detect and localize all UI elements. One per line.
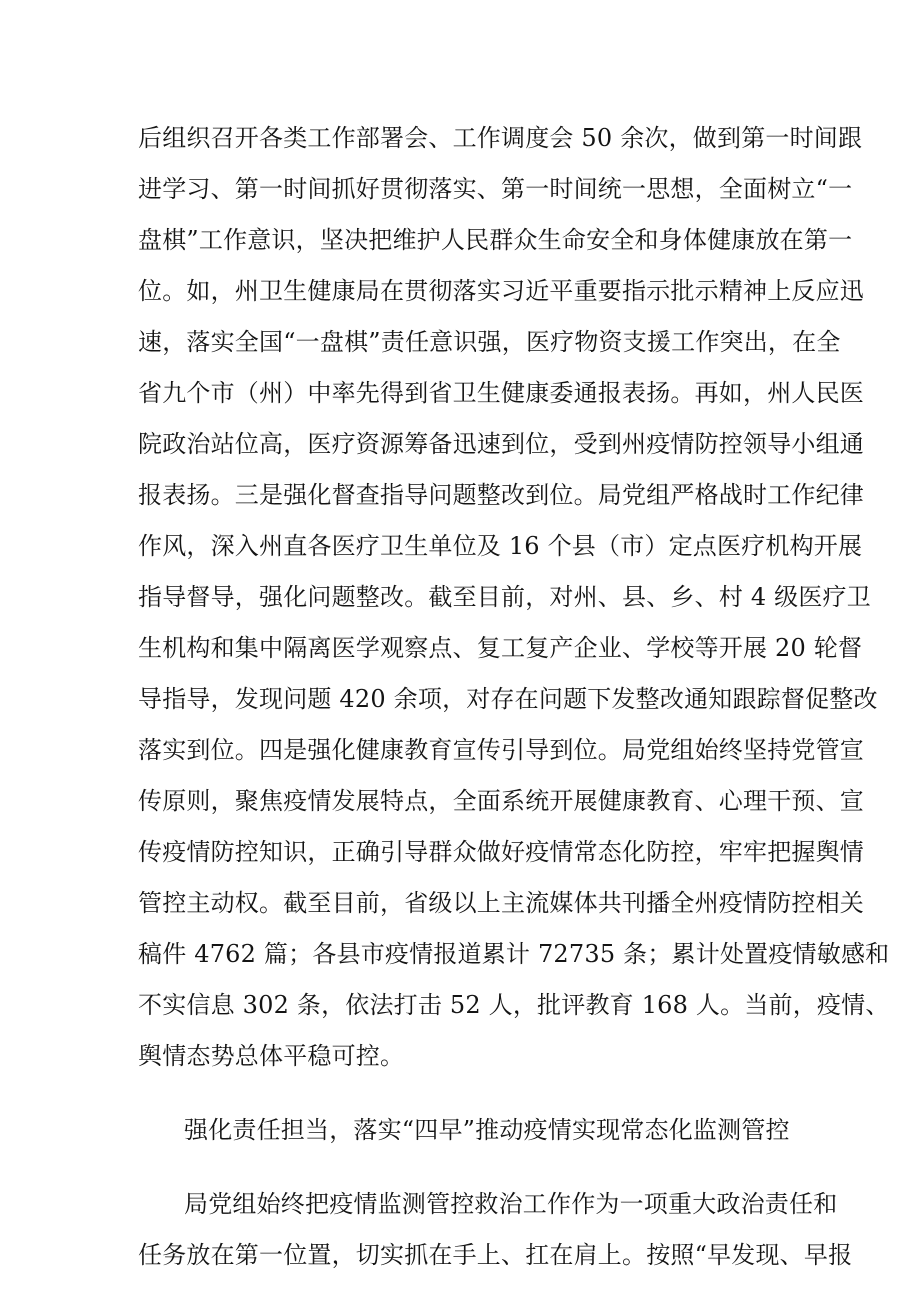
paragraph-line: 传原则，聚焦疫情发展特点，全面系统开展健康教育、心理干预、宣: [138, 787, 864, 815]
section-heading: 强化责任担当，落实“四早”推动疫情实现常态化监测管控: [184, 1116, 790, 1144]
paragraph-line: 落实到位。四是强化健康教育宣传引导到位。局党组始终坚持党管宣: [138, 736, 864, 764]
paragraph-line: 生机构和集中隔离医学观察点、复工复产企业、学校等开展 20 轮督: [138, 634, 863, 662]
paragraph-line: 院政治站位高，医疗资源筹备迅速到位，受到州疫情防控领导小组通: [138, 430, 864, 458]
paragraph-line: 舆情态势总体平稳可控。: [138, 1042, 405, 1070]
paragraph-line: 省九个市（州）中率先得到省卫生健康委通报表扬。再如，州人民医: [138, 379, 864, 407]
paragraph-line: 进学习、第一时间抓好贯彻落实、第一时间统一思想，全面树立“一: [138, 175, 853, 203]
paragraph-line: 管控主动权。截至目前，省级以上主流媒体共刊播全州疫情防控相关: [138, 889, 864, 917]
paragraph-line: 局党组始终把疫情监测管控救治工作作为一项重大政治责任和: [184, 1190, 838, 1218]
paragraph-line: 任务放在第一位置，切实抓在手上、扛在肩上。按照“早发现、早报: [138, 1241, 853, 1269]
paragraph-line: 稿件 4762 篇；各县市疫情报道累计 72735 条；累计处置疫情敏感和: [138, 940, 890, 968]
paragraph-line: 盘棋”工作意识，坚决把维护人民群众生命安全和身体健康放在第一: [138, 226, 853, 254]
paragraph-line: 报表扬。三是强化督查指导问题整改到位。局党组严格战时工作纪律: [138, 481, 864, 509]
paragraph-line: 位。如，州卫生健康局在贯彻落实习近平重要指示批示精神上反应迅: [138, 277, 864, 305]
paragraph-line: 速，落实全国“一盘棋”责任意识强，医疗物资支援工作突出，在全: [138, 328, 841, 356]
paragraph-line: 导指导，发现问题 420 余项，对存在问题下发整改通知跟踪督促整改: [138, 685, 878, 713]
paragraph-line: 后组织召开各类工作部署会、工作调度会 50 余次，做到第一时间跟: [138, 124, 863, 152]
paragraph-line: 指导督导，强化问题整改。截至目前，对州、县、乡、村 4 级医疗卫: [138, 583, 871, 611]
paragraph-line: 不实信息 302 条，依法打击 52 人，批评教育 168 人。当前，疫情、: [138, 991, 890, 1019]
paragraph-line: 作风，深入州直各医疗卫生单位及 16 个县（市）定点医疗机构开展: [138, 532, 863, 560]
paragraph-line: 传疫情防控知识，正确引导群众做好疫情常态化防控，牢牢把握舆情: [138, 838, 864, 866]
